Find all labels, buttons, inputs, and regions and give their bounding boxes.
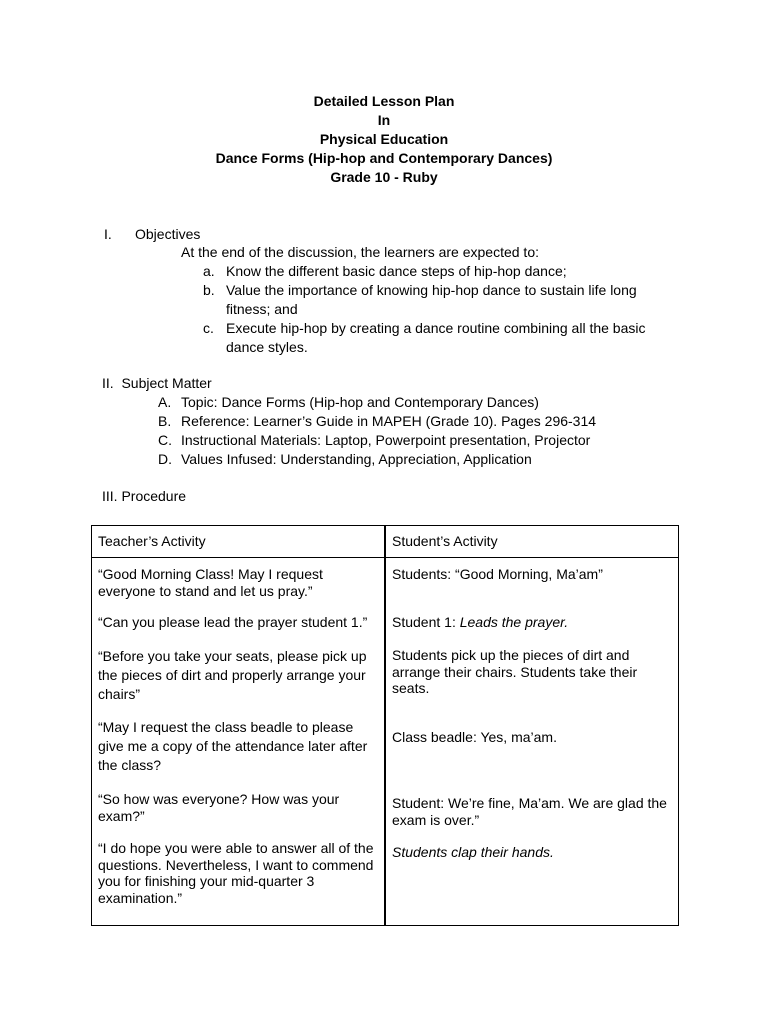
subject-item: Values Infused: Understanding, Appreciation, Application — [181, 451, 532, 467]
student-text: exam is over.” — [392, 811, 480, 828]
subject-marker: B. — [158, 413, 172, 429]
teacher-activity-header-cell — [92, 526, 386, 558]
teacher-text: “May I request the class beadle to please — [98, 719, 354, 735]
title-line-4: Dance Forms (Hip-hop and Contemporary Dances) — [215, 150, 553, 166]
teacher-text: everyone to stand and let us pray.” — [98, 582, 313, 599]
objectives-intro: At the end of the discussion, the learners are expected to: — [181, 244, 539, 260]
teacher-text: “So how was everyone? How was your — [98, 791, 340, 807]
teacher-text: examination.” — [98, 889, 183, 906]
subject-marker: D. — [158, 451, 172, 467]
teacher-line — [98, 791, 378, 824]
student-activity-header: Student’s Activity — [392, 533, 498, 549]
teacher-text: questions. Nevertheless, I want to commend — [98, 856, 374, 873]
title-line-3: Physical Education — [319, 131, 449, 147]
subject-matter-heading: II. Subject Matter — [102, 375, 212, 391]
objective-text: Execute hip-hop by creating a dance routine combining all the basic — [226, 320, 646, 336]
teacher-text: “Good Morning Class! May I request — [98, 566, 323, 582]
objective-text: dance styles. — [226, 339, 308, 355]
objective-text: fitness; and — [226, 301, 298, 317]
objective-text: Value the importance of knowing hip-hop dance to sustain life long — [226, 282, 637, 298]
teacher-line — [98, 840, 378, 906]
student-line: Students: “Good Morning, Ma’am” — [392, 566, 603, 582]
subject-item: Reference: Learner’s Guide in MAPEH (Grade 10). Pages 296-314 — [181, 413, 597, 429]
teacher-text: the class? — [98, 757, 162, 773]
teacher-text: exam?” — [98, 807, 145, 824]
teacher-text: “Before you take your seats, please pick up — [98, 648, 367, 664]
procedure-table — [91, 525, 679, 926]
teacher-activity-cell — [92, 558, 386, 926]
teacher-text: “Can you please lead the prayer student 1.” — [98, 614, 368, 630]
student-text: Student 1: — [392, 614, 460, 630]
objectives-numeral: I. — [104, 226, 112, 242]
student-text: arrange their chairs. Students take their — [392, 663, 638, 680]
title-line-5: Grade 10 - Ruby — [330, 169, 438, 185]
objective-marker: b. — [203, 282, 215, 298]
teacher-text: chairs” — [98, 686, 141, 702]
teacher-text: “I do hope you were able to answer all of the — [98, 840, 374, 856]
objective-text: Know the different basic dance steps of hip-hop dance; — [226, 263, 567, 279]
student-line — [392, 614, 672, 631]
teacher-line — [98, 647, 378, 704]
subject-marker: C. — [158, 432, 172, 448]
teacher-line — [98, 614, 378, 631]
procedure-heading: III. Procedure — [102, 488, 187, 504]
student-activity-header-cell — [385, 526, 679, 558]
student-line: Students clap their hands. — [392, 844, 554, 860]
teacher-line — [98, 566, 378, 599]
objective-marker: c. — [203, 320, 214, 336]
subject-item: Instructional Materials: Laptop, Powerpoint presentation, Projector — [181, 432, 591, 448]
student-line — [392, 647, 672, 697]
teacher-text: you for finishing your mid-quarter 3 — [98, 873, 315, 889]
teacher-activity-header: Teacher’s Activity — [98, 533, 206, 549]
student-activity-cell — [385, 558, 679, 926]
title-line-2: In — [377, 112, 391, 128]
student-line — [392, 795, 672, 828]
subject-item: Topic: Dance Forms (Hip-hop and Contemporary Dances) — [181, 394, 539, 410]
objective-marker: a. — [203, 263, 215, 279]
teacher-line — [98, 718, 378, 775]
student-text: seats. — [392, 680, 430, 696]
student-line: Class beadle: Yes, ma’am. — [392, 729, 557, 745]
subject-marker: A. — [158, 394, 172, 410]
student-text: Student: We’re fine, Ma’am. We are glad the — [392, 795, 667, 811]
student-action-text: Leads the prayer. — [459, 614, 569, 630]
teacher-text: the pieces of dirt and properly arrange your — [98, 667, 366, 683]
title-line-1: Detailed Lesson Plan — [313, 93, 455, 109]
student-text: Students pick up the pieces of dirt and — [392, 647, 630, 663]
teacher-text: give me a copy of the attendance later after — [98, 738, 368, 754]
objectives-heading: Objectives — [135, 226, 201, 242]
